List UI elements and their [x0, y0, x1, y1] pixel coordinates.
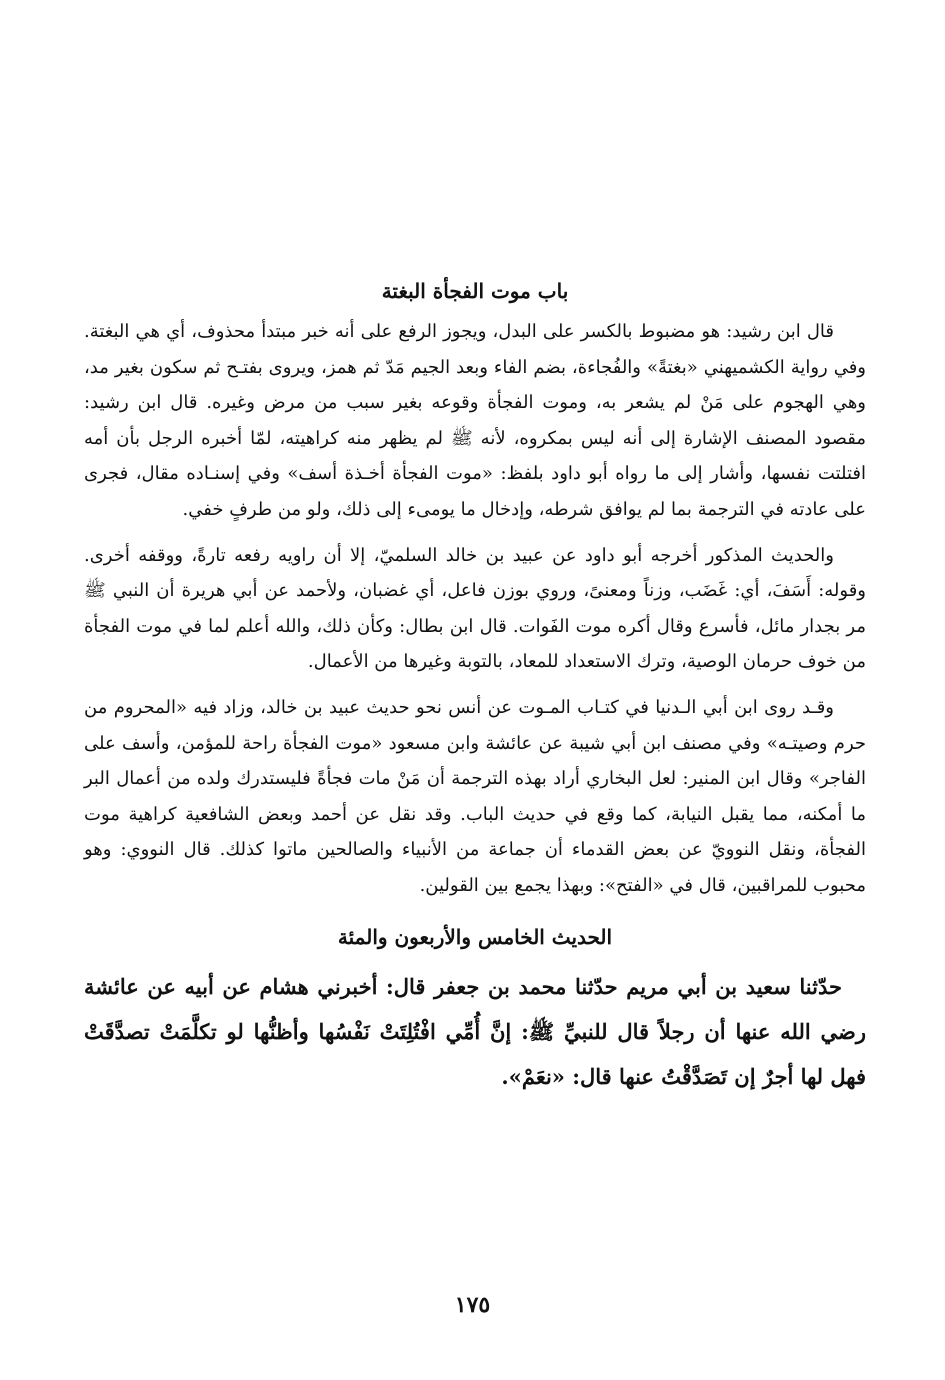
commentary-paragraph-2: والحديث المذكور أخرجه أبو داود عن عبيد بن خالد السلميّ، إلا أن راويه رفعه تارةً، ووقفه أخرى. وقوله: أَسَفَ، أي: غَضَب، وزناً ومعنىً، وروي بوزن فاعل، أي غضبان، ولأحمد عن أبي هريرة أن النبي ﷺ مر بجدار مائل، فأسرع وقال أكره موت الفَوات. قال ابن بطال: وكأن ذلك، والله أعلم لما في موت الفجأة من خوف حرمان الوصية، وترك الاستعداد للمعاد، بالتوبة وغيرها من الأعمال. [84, 544, 866, 673]
page-body [84, 276, 866, 1099]
chapter-title: باب موت الفجأة البغتة [381, 279, 569, 303]
hadith-text: حدّثنا سعيد بن أبي مريم حدّثنا محمد بن جعفر قال: أخبرني هشام عن أبيه عن عائشة رضي الله عنها أن رجلاً قال للنبيِّ ﷺ: إنَّ أُمِّي افْتُلِتَتْ نَفْسُها وأظنُّها لو تكلَّمَتْ تصدَّقَتْ فهل لها أجرٌ إن تَصَدَّقْتُ عنها قال: «نعَمْ». [84, 973, 866, 1089]
commentary-paragraph-1: قال ابن رشيد: هو مضبوط بالكسر على البدل، ويجوز الرفع على أنه خبر مبتدأ محذوف، أي هي البغتة. وفي رواية الكشميهني «بغتةً» والفُجاءة، بضم الفاء وبعد الجيم مَدّ ثم همز، ويروى بفتـح ثم سكون بغير مد، وهي الهجوم على مَنْ لم يشعر به، وموت الفجأة وقوعه بغير سبب من مرض وغيره. قال ابن رشيد: مقصود المصنف الإشارة إلى أنه ليس بمكروه، لأنه ﷺ لم يظهر منه كراهيته، لمّا أخبره الرجل بأن أمه افتلتت نفسها، وأشار إلى ما رواه أبو داود بلفظ: «موت الفجأة أخـذة أسف» وفي إسنـاده مقال، فجرى على عادته في الترجمة بما لم يوافق شرطه، وإدخال ما يومىء إلى ذلك، ولو من طرفٍ خفي. [84, 321, 866, 520]
page-number: ١٧٥ [454, 1292, 491, 1318]
commentary-paragraph-3: وقـد روى ابن أبي الـدنيا في كتـاب المـوت عن أنس نحو حديث عبيد بن خالد، وزاد فيه «المحروم من حرم وصيتـه» وفي مصنف ابن أبي شيبة عن عائشة وابن مسعود «موت الفجأة راحة للمؤمن، وأسف على الفاجر» وقال ابن المنير: لعل البخاري أراد بهذه الترجمة أن مَنْ مات فجأةً فليستدرك ولده من أعمال البر ما أمكنه، مما يقبل النيابة، كما وقع في حديث الباب. وقد نقل عن أحمد وبعض الشافعية كراهية موت الفجأة، ونقل النوويّ عن بعض القدماء أن جماعة من الأنبياء والصالحين ماتوا كذلك. قال النووي: وهو محبوب للمراقبين، قال في «الفتح»: وبهذا يجمع بين القولين. [84, 696, 866, 896]
hadith-section-title: الحديث الخامس والأربعون والمئة [337, 924, 613, 949]
